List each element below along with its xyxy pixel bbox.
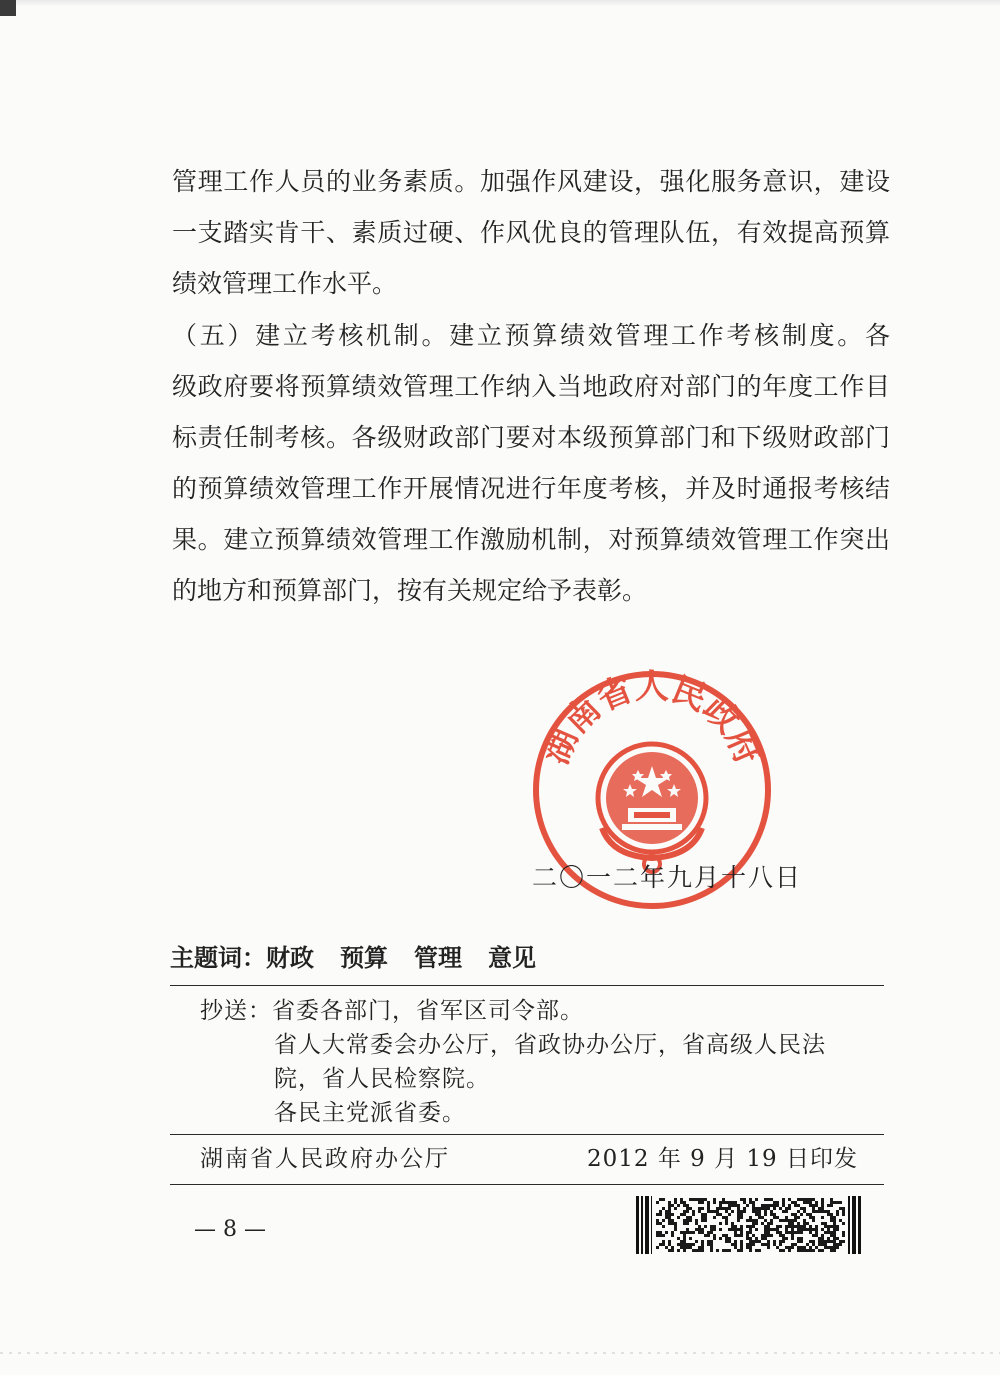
copy-to-line: 各民主党派省委。 (274, 1100, 466, 1126)
paragraph-2-line: 果。建立预算绩效管理工作激励机制，对预算绩效管理工作突出 (172, 525, 890, 554)
paragraph-1-line: 绩效管理工作水平。 (172, 269, 398, 298)
seal-text: 湖南省人民政府 (536, 668, 768, 771)
copy-to-label: 抄送： (200, 998, 272, 1024)
signature-date: 二〇一二年九月十八日 (532, 863, 803, 892)
keyword: 意见 (488, 944, 536, 972)
divider (170, 1184, 884, 1185)
paragraph-1 (172, 156, 890, 309)
keyword: 管理 (414, 944, 462, 972)
barcode-icon (636, 1196, 862, 1254)
keyword: 预算 (340, 944, 388, 972)
copy-to-block (200, 994, 880, 1130)
national-emblem-icon (598, 744, 706, 872)
scan-corner-mark (0, 0, 16, 16)
issuing-office: 湖南省人民政府办公厅 (200, 1146, 450, 1172)
print-date: 2012 年 9 月 19 日印发 (587, 1146, 858, 1172)
divider (170, 1134, 884, 1135)
scan-artifact (0, 1352, 1000, 1354)
paragraph-2-line: （五）建立考核机制。建立预算绩效管理工作考核制度。各 (172, 321, 890, 350)
copy-to-line: 院，省人民检察院。 (274, 1066, 490, 1092)
subject-keywords (170, 940, 562, 976)
scan-edge (0, 0, 1000, 6)
copy-to-first-line (200, 994, 880, 1028)
divider (170, 985, 884, 986)
paragraph-1-line: 一支踏实肯干、素质过硬、作风优良的管理队伍，有效提高预算 (172, 218, 890, 247)
page-number: — 8 — (194, 1217, 266, 1242)
copy-to-line: 省人大常委会办公厅，省政协办公厅，省高级人民法 (274, 1032, 826, 1058)
paragraph-1-line: 管理工作人员的业务素质。加强作风建设，强化服务意识，建设 (172, 167, 890, 196)
paragraph-2-line: 标责任制考核。各级财政部门要对本级预算部门和下级财政部门 (172, 423, 890, 452)
paragraph-2-line: 级政府要将预算绩效管理工作纳入当地政府对部门的年度工作目 (172, 372, 890, 401)
keywords-label: 主题词： (170, 944, 266, 972)
keyword: 财政 (266, 944, 314, 972)
copy-to-line: 省委各部门，省军区司令部。 (272, 998, 584, 1024)
paragraph-2-line: 的预算绩效管理工作开展情况进行年度考核，并及时通报考核结 (172, 474, 890, 503)
paragraph-2 (172, 310, 890, 616)
paragraph-2-line: 的地方和预算部门，按有关规定给予表彰。 (172, 576, 648, 605)
